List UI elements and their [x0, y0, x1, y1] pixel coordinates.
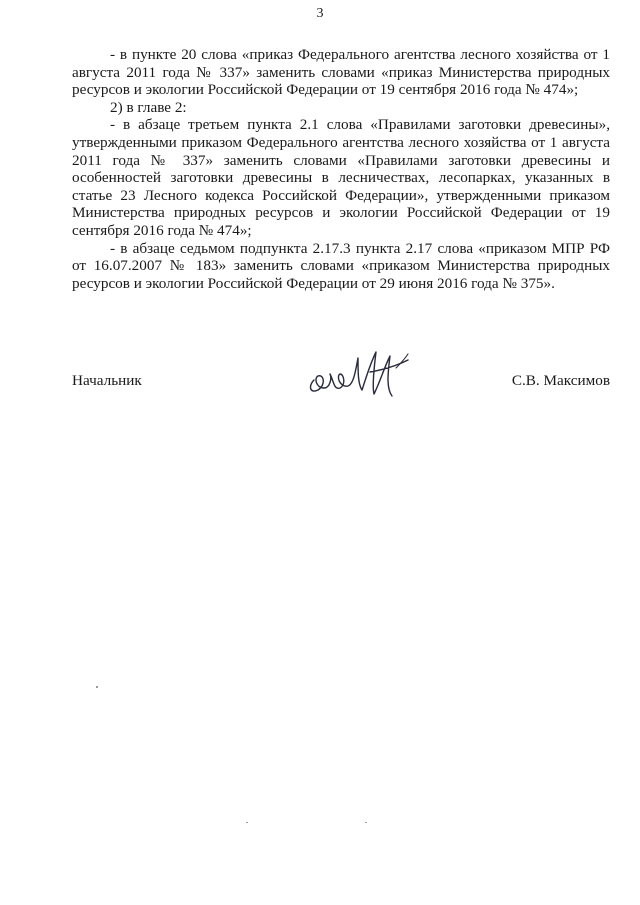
paragraph-item-20: - в пункте 20 слова «приказ Федерального агентства лесного хозяйства от 1 августа 2011 года № 337» заменить словами «приказ Министерства природных ресурсов и экологии Российской Федерации от 19 сентября 2016 года № 474»;	[72, 46, 610, 99]
scan-speck	[246, 822, 248, 823]
scan-speck	[365, 822, 367, 823]
paragraph-chapter-2: 2) в главе 2:	[110, 98, 187, 116]
page-number: 3	[316, 6, 324, 21]
paragraph-item-2-17-3: - в абзаце седьмом подпункта 2.17.3 пункта 2.17 слова «приказом МПР РФ от 16.07.2007 № 183» заменить словами «приказом Министерства природных ресурсов и экологии Российской Федерации от 29 июня 2016 года № 375».	[72, 239, 610, 292]
signer-name: С.В. Максимов	[511, 372, 610, 389]
scan-speck	[96, 686, 98, 688]
document-body	[72, 46, 610, 292]
signer-role: Начальник	[72, 372, 142, 389]
signature-block	[72, 372, 610, 392]
paragraph-item-2-1: - в абзаце третьем пункта 2.1 слова «Правилами заготовки древесины», утвержденными приказом Федерального агентства лесного хозяйства от 1 августа 2011 года № 337» заменить словами «Правилами заготовки древесины и особенностей заготовки древесины в лесничествах, лесопарках, указанных в статье 23 Лесного кодекса Российской Федерации», утвержденными приказом Министерства природных ресурсов и экологии Российской Федерации от 19 сентября 2016 года № 474»;	[72, 116, 610, 239]
